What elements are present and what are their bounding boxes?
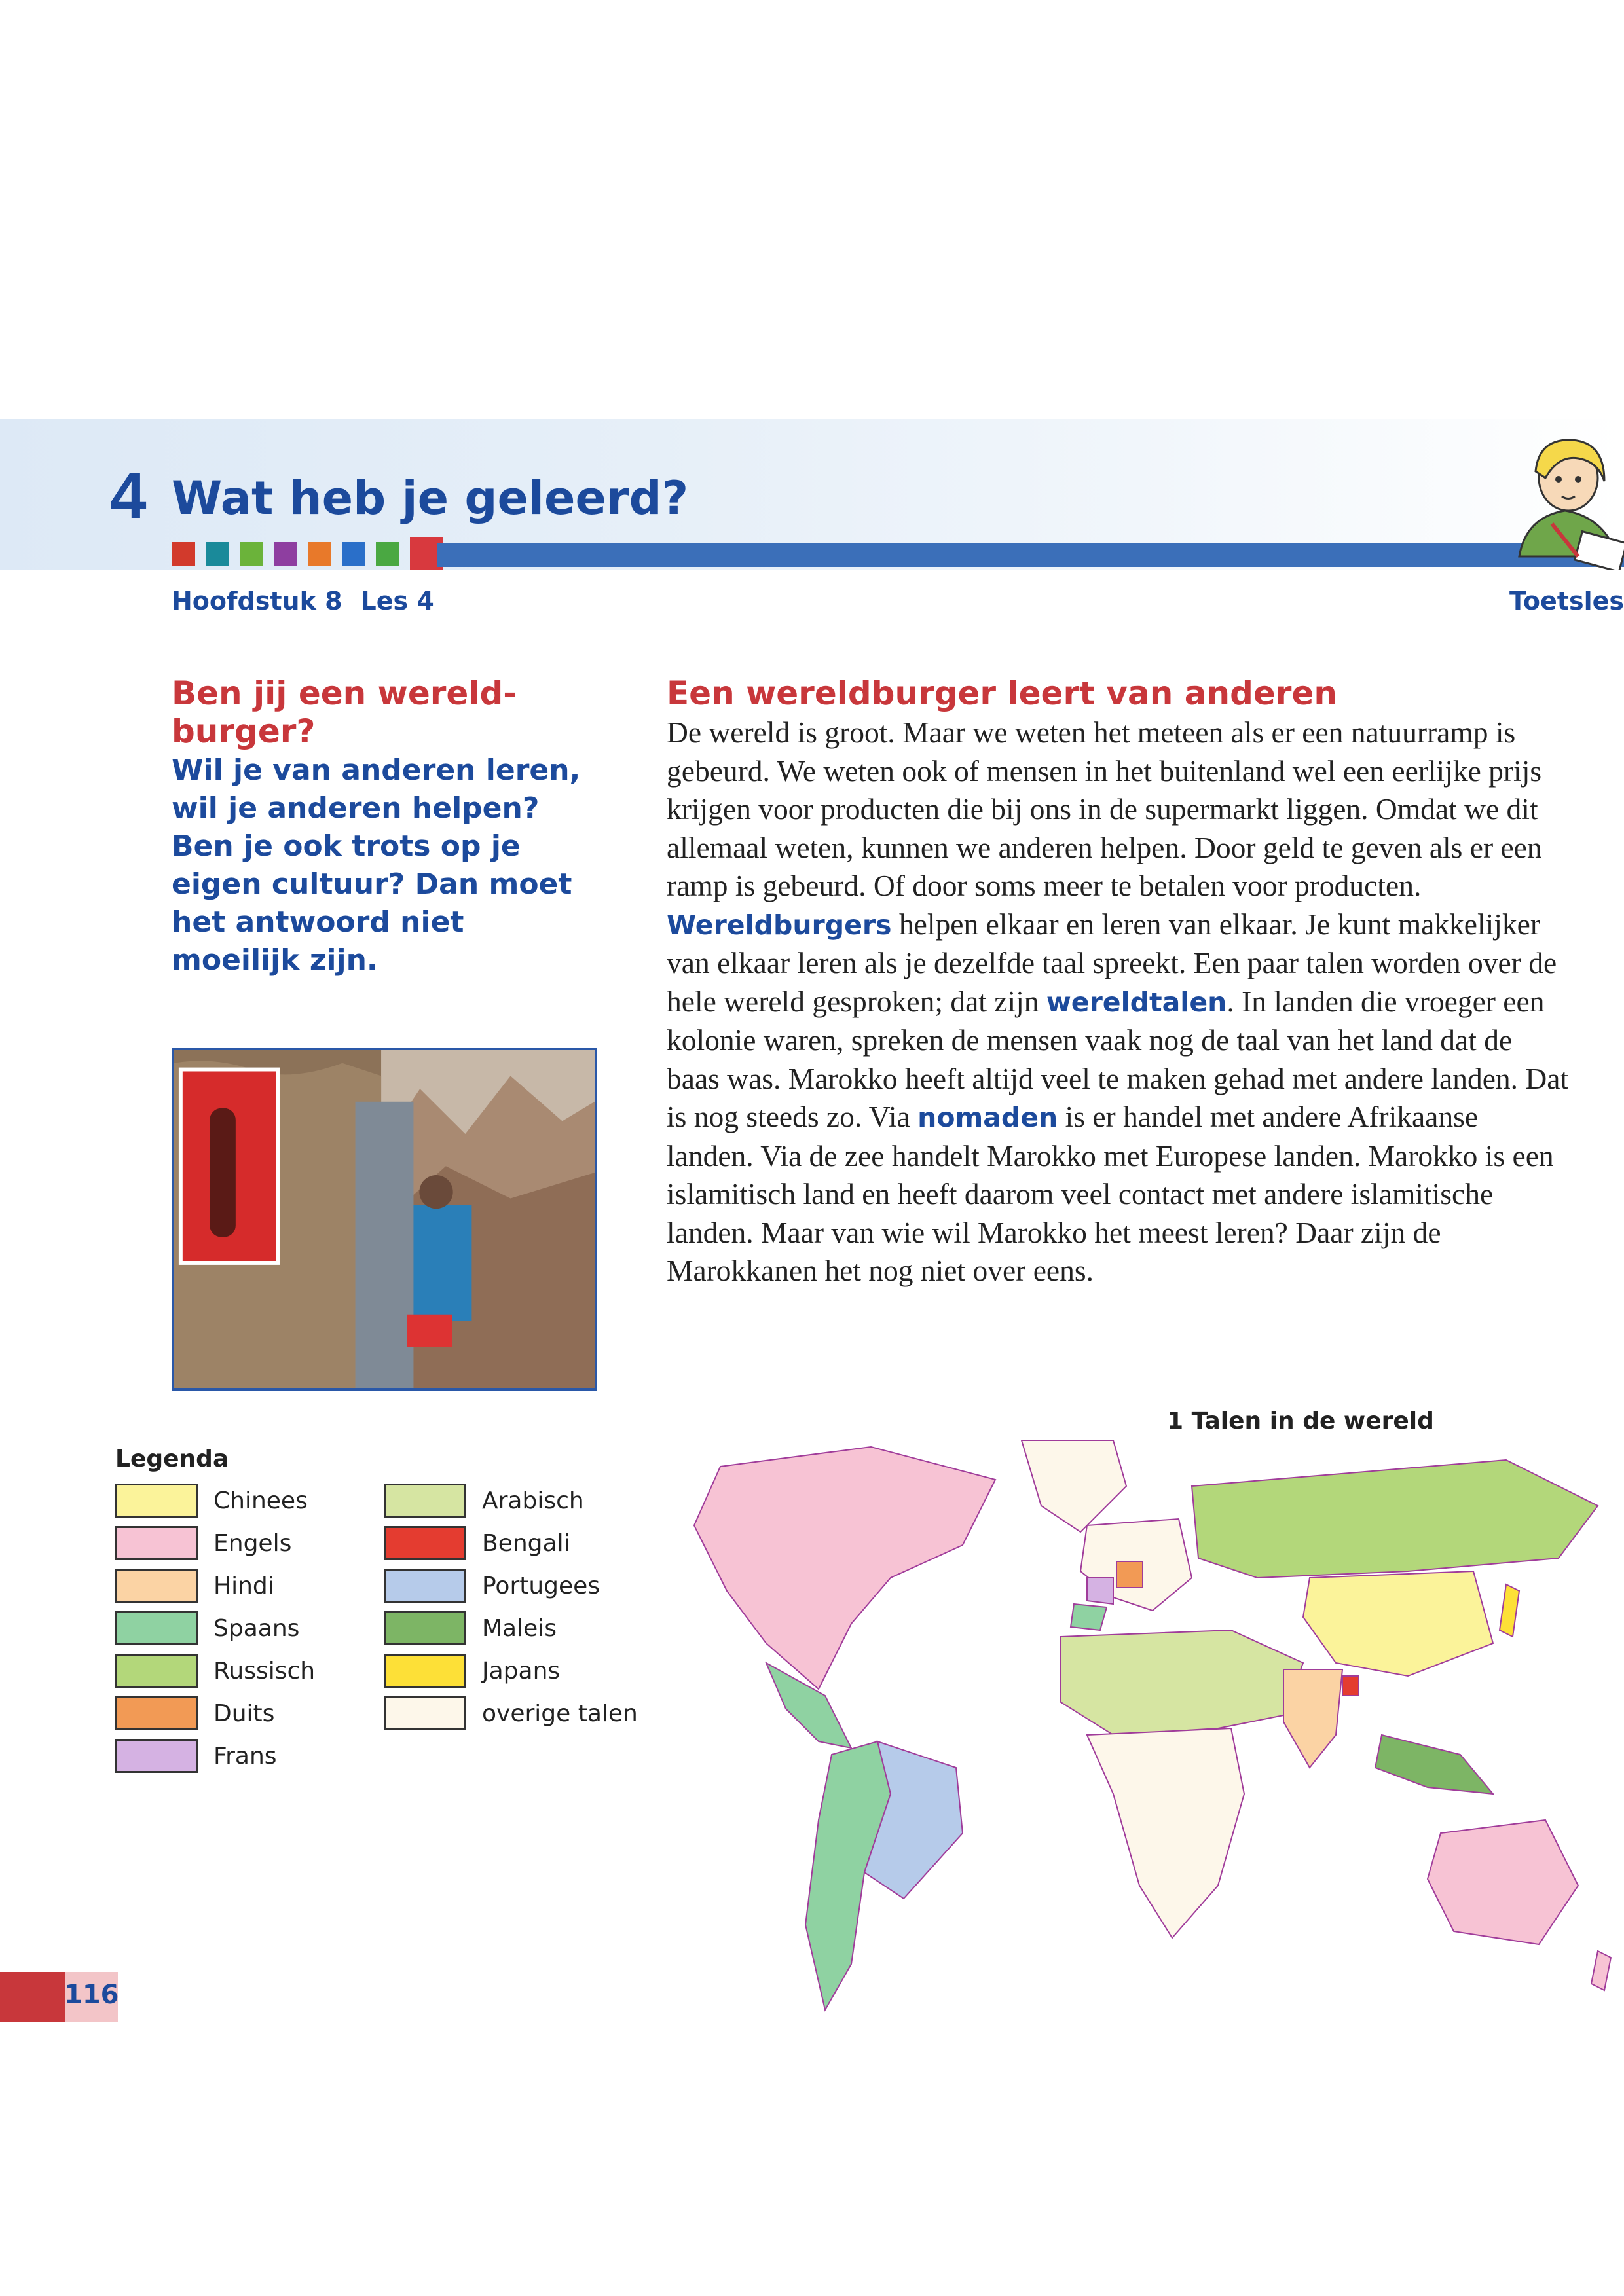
color-square — [376, 542, 399, 566]
legend-item — [384, 1696, 638, 1730]
legend-swatch — [115, 1739, 198, 1773]
keyword-wereldburgers: Wereldburgers — [667, 909, 892, 941]
legend-item — [384, 1611, 557, 1645]
legend-swatch — [384, 1526, 466, 1560]
morocco-photo — [172, 1048, 597, 1391]
student-illustration-icon — [1506, 426, 1624, 570]
breadcrumb-lesson: Les 4 — [360, 587, 434, 615]
legend-label: overige talen — [482, 1700, 638, 1727]
legend-swatch — [115, 1526, 198, 1560]
legend-label: Spaans — [213, 1614, 300, 1642]
legend-label: Bengali — [482, 1529, 570, 1557]
legend-item — [115, 1696, 274, 1730]
legend-item — [115, 1484, 308, 1518]
legend-label: Hindi — [213, 1572, 274, 1599]
legend-item — [115, 1739, 277, 1773]
legend-item — [115, 1611, 299, 1645]
map-north-africa — [1061, 1630, 1303, 1735]
legend-title: Legenda — [115, 1446, 229, 1472]
article-body — [667, 714, 1570, 1290]
map-france — [1087, 1578, 1113, 1604]
legend-label: Duits — [213, 1700, 275, 1727]
intro-heading: Ben jij een wereld-burger? — [172, 674, 517, 750]
legend-swatch — [384, 1569, 466, 1603]
legend-swatch — [115, 1569, 198, 1603]
legend-item — [115, 1569, 274, 1603]
article-paragraph: helpen elkaar en leren van elkaar. Je kunt makkelijker van elkaar leren als je dezelfde taal spreekt. Een paar talen worden over de hele wereld gesproken; dat zijn — [667, 907, 1557, 1018]
keyword-wereldtalen: wereldtalen — [1046, 986, 1227, 1018]
color-squares — [172, 542, 443, 568]
map-germany — [1116, 1561, 1143, 1588]
chapter-number: 4 — [110, 459, 147, 532]
page-number: 116 — [64, 1980, 119, 2010]
legend-swatch — [115, 1484, 198, 1518]
section-label: Toetsles — [1509, 587, 1624, 615]
color-square — [240, 542, 263, 566]
map-iberia — [1071, 1604, 1107, 1630]
legend-item — [384, 1526, 570, 1560]
legend-item — [115, 1526, 291, 1560]
map-bengal — [1342, 1676, 1359, 1696]
article-paragraph: . In landen die vroeger een kolonie waren, spreken de mensen vaak nog de taal van het land dat de baas was. Marokko heeft altijd veel te maken gehad met andere landen. Dat is nog steeds zo. Via — [667, 984, 1569, 1133]
map-china — [1303, 1571, 1493, 1676]
legend-item — [384, 1569, 600, 1603]
legend-item — [115, 1654, 315, 1688]
legend-label: Frans — [213, 1742, 277, 1770]
legend-swatch — [115, 1611, 198, 1645]
article-paragraph: De wereld is groot. Maar we weten het meteen als er een natuurramp is gebeurd. We weten ook of mensen in het buitenland wel een eerlijke prijs krijgen voor producten die bij ons in de supermarkt liggen. Omdat we dit allemaal weten, kunnen we anderen helpen. Door geld te geven als er een ramp is gebeurd. Of door soms meer te betalen voor producten. — [667, 716, 1542, 902]
legend-swatch — [384, 1484, 466, 1518]
article-paragraph: is er handel met andere Afrikaanse landen. Via de zee handelt Marokko met Europese landen. Marokko is een islamitisch land en heeft daarom veel contact met andere islamitische landen. Maar van wie wil Marokko het meest leren? Daar zijn de Marokkanen het nog niet over eens. — [667, 1100, 1554, 1287]
header-rule — [437, 543, 1624, 567]
legend-label: Arabisch — [482, 1487, 584, 1514]
map-new-zealand — [1591, 1951, 1611, 1990]
page-title: Wat heb je geleerd? — [172, 471, 689, 525]
world-language-map — [655, 1427, 1624, 2069]
intro-body: Wil je van anderen leren, wil je anderen helpen? Ben je ook trots op je eigen cultuur? Dan moet het antwoord niet moeilijk zijn. — [172, 754, 581, 977]
map-africa — [1087, 1728, 1244, 1938]
legend-item — [384, 1654, 560, 1688]
legend-label: Russisch — [213, 1657, 316, 1685]
legend-swatch — [384, 1611, 466, 1645]
legend-label: Engels — [213, 1529, 292, 1557]
article-title: Een wereldburger leert van anderen — [667, 674, 1337, 712]
breadcrumb — [172, 587, 434, 615]
legend-swatch — [384, 1654, 466, 1688]
legend-label: Chinees — [213, 1487, 308, 1514]
map-greenland — [1022, 1440, 1126, 1532]
legend-swatch — [384, 1696, 466, 1730]
color-square — [274, 542, 297, 566]
color-square — [206, 542, 229, 566]
color-square — [172, 542, 195, 566]
map-japan — [1500, 1584, 1519, 1637]
map-se-asia — [1375, 1735, 1493, 1794]
legend-label: Maleis — [482, 1614, 557, 1642]
map-india — [1283, 1669, 1342, 1768]
color-square — [308, 542, 331, 566]
legend-item — [384, 1484, 584, 1518]
legend-swatch — [115, 1654, 198, 1688]
legend-label: Portugees — [482, 1572, 600, 1599]
legend-swatch — [115, 1696, 198, 1730]
map-russia — [1192, 1460, 1598, 1578]
legend-label: Japans — [482, 1657, 561, 1685]
color-square — [342, 542, 365, 566]
keyword-nomaden: nomaden — [917, 1102, 1058, 1133]
figure-caption: 1 Talen in de wereld — [1167, 1408, 1434, 1434]
page-tab — [0, 1972, 65, 2022]
map-australia — [1428, 1820, 1578, 1944]
map-north-america — [694, 1447, 995, 1689]
breadcrumb-chapter: Hoofdstuk 8 — [172, 587, 342, 615]
